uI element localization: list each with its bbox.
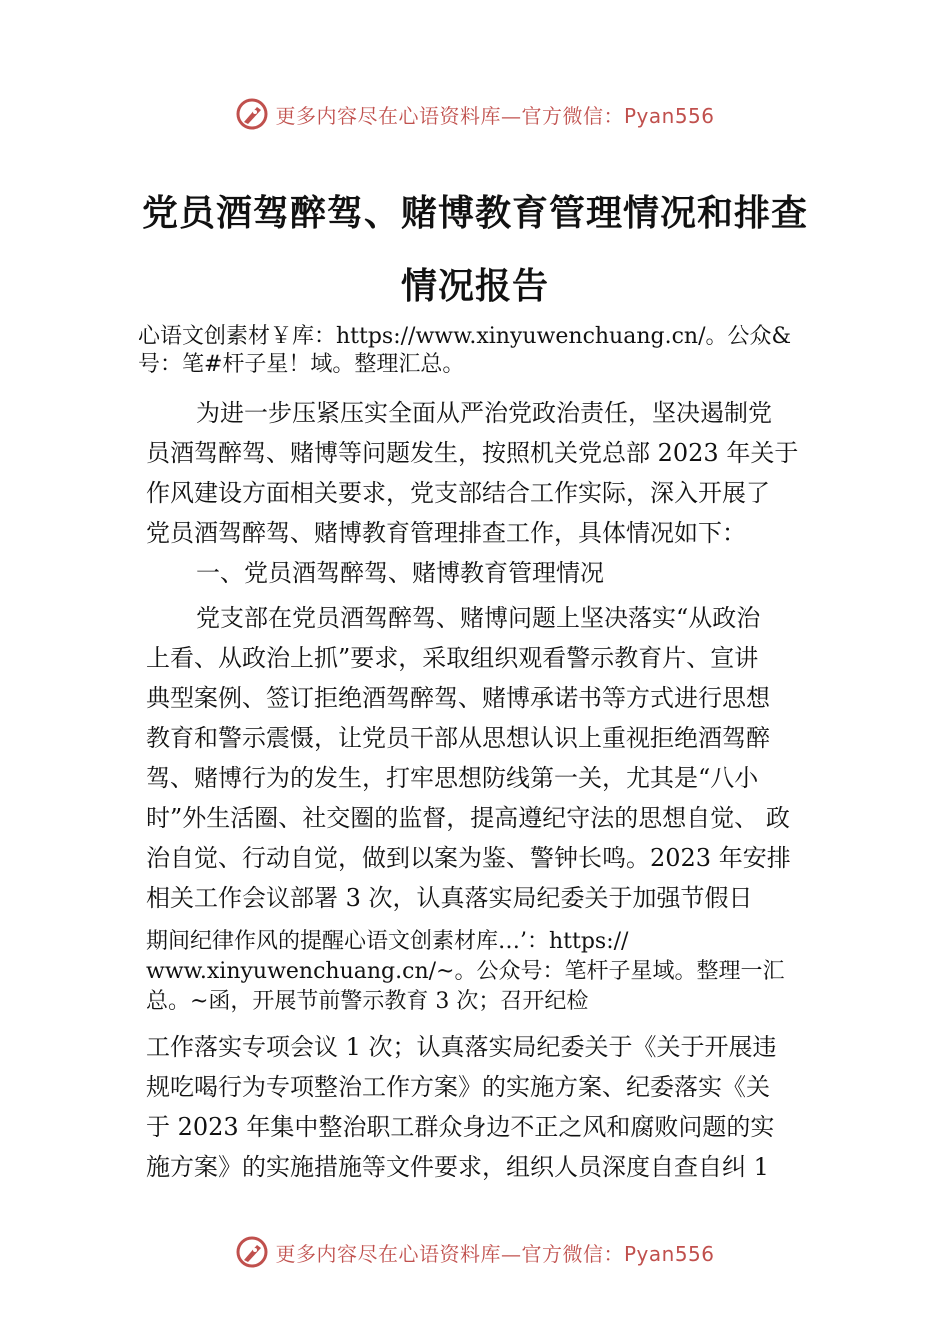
body-line: 教育和警示震慑，让党员干部从思想认识上重视拒绝酒驾醉: [146, 724, 770, 752]
pen-nib-circle-icon: [235, 1235, 269, 1269]
source-note-line-1: 心语文创素材￥库：https://www.xinyuwenchuang.cn/。公众&: [138, 324, 792, 349]
page-title-line-2: 情况报告: [400, 265, 549, 307]
body-line: 典型案例、签订拒绝酒驾醉驾、赌博承诺书等方式进行思想: [146, 684, 770, 712]
body-line: 作风建设方面相关要求，党支部结合工作实际，深入开展了: [146, 479, 770, 507]
body-line: 期间纪律作风的提醒心语文创素材库…’：https://: [146, 929, 629, 954]
header-banner: [0, 94, 950, 134]
body-line: 为进一步压紧压实全面从严治党政治责任，坚决遏制党: [196, 399, 772, 427]
body-line: 工作落实专项会议 1 次；认真落实局纪委关于《关于开展违: [146, 1033, 777, 1061]
pen-nib-circle-icon: [235, 97, 269, 131]
body-line: 驾、赌博行为的发生，打牢思想防线第一关，尤其是“八小: [146, 764, 759, 792]
source-note-line-2: 号：笔#杆子星！域。整理汇总。: [138, 352, 465, 377]
body-line: 总。~函，开展节前警示教育 3 次；召开纪检: [146, 989, 589, 1014]
body-line: 规吃喝行为专项整治工作方案》的实施方案、纪委落实《关: [146, 1073, 770, 1101]
body-line: 党员酒驾醉驾、赌博教育管理排查工作，具体情况如下：: [146, 519, 746, 547]
header-banner-text: 更多内容尽在心语资料库—官方微信：Pyan556: [275, 103, 715, 128]
body-line: www.xinyuwenchuang.cn/~。公众号：笔杆子星域。整理一汇: [146, 959, 785, 984]
section-heading: 一、党员酒驾醉驾、赌博教育管理情况: [196, 559, 604, 587]
body-line: 上看、从政治上抓”要求，采取组织观看警示教育片、宣讲: [146, 644, 759, 672]
body-line: 治自觉、行动自觉，做到以案为鉴、警钟长鸣。2023 年安排: [146, 844, 791, 872]
body-line: 党支部在党员酒驾醉驾、赌博问题上坚决落实“从政治: [196, 604, 761, 632]
page-title-line-1: 党员酒驾醉驾、赌博教育管理情况和排查: [141, 192, 808, 234]
footer-banner: [0, 1232, 950, 1272]
body-line: 时”外生活圈、社交圈的监督，提高遵纪守法的思想自觉、 政: [146, 804, 790, 832]
footer-banner-text: 更多内容尽在心语资料库—官方微信：Pyan556: [275, 1241, 715, 1266]
body-line: 员酒驾醉驾、赌博等问题发生，按照机关党总部 2023 年关于: [146, 439, 799, 467]
body-line: 施方案》的实施措施等文件要求，组织人员深度自查自纠 1: [146, 1153, 769, 1181]
body-line: 相关工作会议部署 3 次，认真落实局纪委关于加强节假日: [146, 884, 753, 912]
body-line: 于 2023 年集中整治职工群众身边不正之风和腐败问题的实: [146, 1113, 775, 1141]
